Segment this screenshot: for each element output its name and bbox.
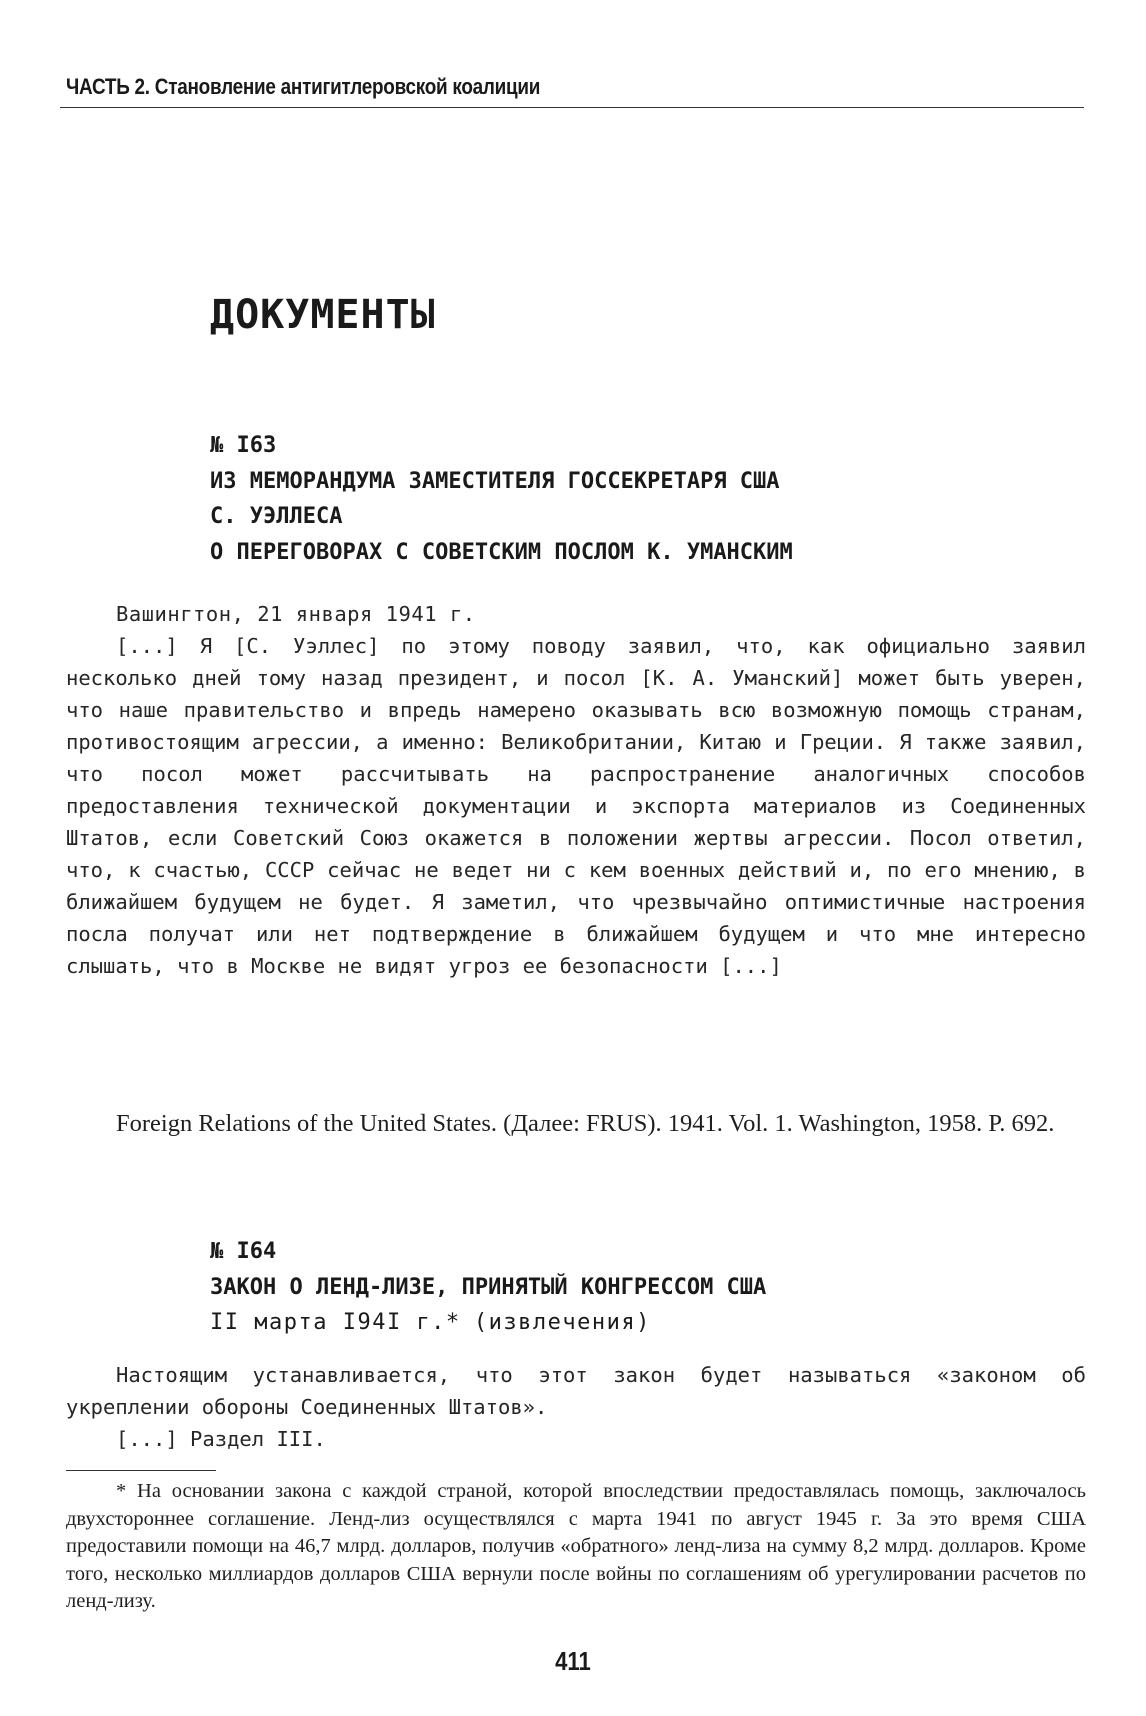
doc-164-number: № I64: [210, 1239, 277, 1264]
running-head: ЧАСТЬ 2. Становление антигитлеровской коалиции: [66, 74, 541, 99]
doc-164-text: Настоящим устанавливается, что этот закон будет называться «законом об укреплении обороны Соединенных Штатов».: [66, 1363, 1086, 1419]
doc-163-title-line-1: ИЗ МЕМОРАНДУМА ЗАМЕСТИТЕЛЯ ГОССЕКРЕТАРЯ США: [210, 468, 780, 494]
doc-164-section: [...] Раздел III.: [116, 1427, 326, 1451]
doc-164-title-line-2: [210, 1305, 766, 1341]
page-number-text: 411: [555, 1646, 591, 1676]
section-title: ДОКУМЕНТЫ: [210, 292, 436, 338]
doc-163-dateline: Вашингтон, 21 января 1941 г.: [116, 602, 476, 626]
doc-164-title-line-1: ЗАКОН О ЛЕНД-ЛИЗЕ, ПРИНЯТЫЙ КОНГРЕССОМ США: [210, 1274, 767, 1300]
doc-163-header: [210, 428, 793, 570]
doc-164-body: [66, 1359, 1086, 1455]
page-number: [0, 1646, 1146, 1677]
doc-163-text: [...] Я [С. Уэллес] по этому поводу заявил, что, как официально заявил несколько дней тому назад президент, и посол [К. А. Уманский] может быть уверен, что наше правительство и впредь намерено оказывать всю возможную помощь странам, противостоящим агрессии, а именно: Великобритании, Китаю и Греции. Я также заявил, что посол может рассчитывать на распространение аналогичных способов предоставления технической документации и экспорта материалов из Соединенных Штатов, если Советский Союз окажется в положении жертвы агрессии. Посол ответил, что, к счастью, СССР сейчас не ведет ни с кем военных действий и, по его мнению, в ближайшем будущем не будет. Я заметил, что чрезвычайно оптимистичные настроения посла получат или нет подтверждение в ближайшем будущем и что мне интересно слышать, что в Москве не видят угроз ее безопасности [...]: [66, 634, 1086, 978]
doc-163-source: Foreign Relations of the United States. (Далее: FRUS). 1941. Vol. 1. Washington, 1958. P. 692.: [116, 1110, 1055, 1137]
footnote: * На основании закона с каждой страной, которой впоследствии предоставлялась помощь, заключалось двухстороннее соглашение. Ленд-лиз осуществлялся с марта 1941 по август 1945 г. За это время США предоставили помощи на 46,7 млрд. долларов, получив «обратного» ленд-лиза на сумму 8,2 млрд. долларов. Кроме того, несколько миллиардов долларов США вернули после войны по соглашениям об урегулировании расчетов по ленд-лизу.: [66, 1480, 1086, 1612]
footnote-rule: [66, 1470, 216, 1471]
doc-163-body: [66, 598, 1086, 982]
doc-164-date: II марта I94I г.*: [210, 1310, 461, 1335]
doc-163-title-line-2: С. УЭЛЛЕСА: [210, 504, 343, 529]
doc-163-number: № I63: [210, 433, 277, 458]
header-rule: [60, 107, 1084, 108]
doc-163-title-line-3: О ПЕРЕГОВОРАХ С СОВЕТСКИМ ПОСЛОМ К. УМАНСКИМ: [210, 539, 793, 565]
doc-164-excerpt-note: (извлечения): [473, 1310, 651, 1335]
doc-164-header: [210, 1234, 766, 1341]
